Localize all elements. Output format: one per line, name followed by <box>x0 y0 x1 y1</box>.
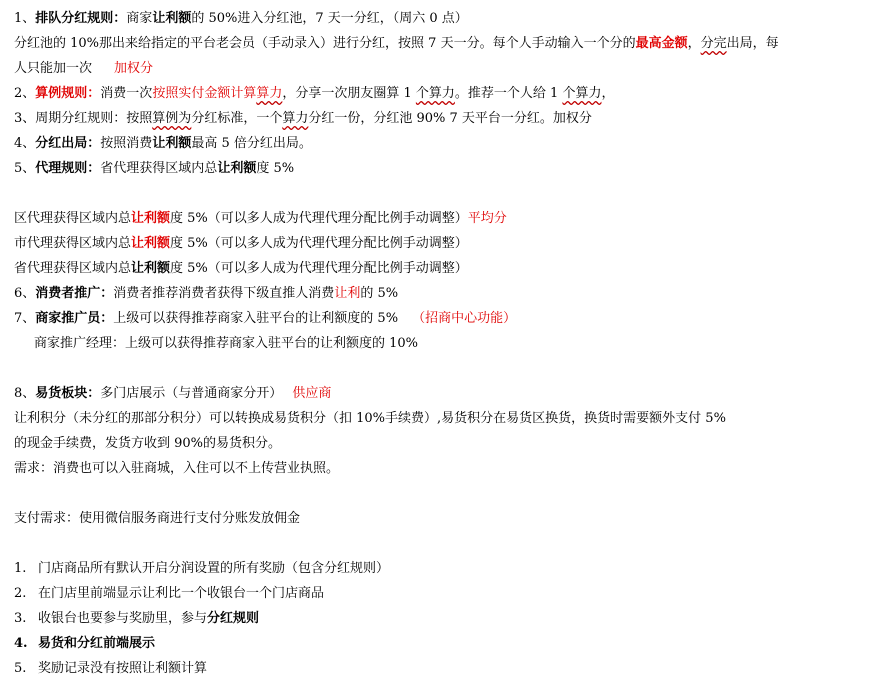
rule-2-line <box>14 81 864 106</box>
text: 需求：消费也可以入驻商城，入住可以不上传营业执照。 <box>14 461 340 476</box>
text: 消费者推荐消费者获得下级直推人消费 <box>113 286 335 301</box>
rule-title: 消费者推广： <box>35 286 114 301</box>
text: 人只能加一次 <box>14 61 93 76</box>
red-note: 平均分 <box>467 211 507 226</box>
text: ，分享一次朋友圈算 1 <box>282 86 416 101</box>
rule-3-line <box>14 106 864 131</box>
rule-title: 代理规则： <box>35 161 101 176</box>
text: 周期分红规则：按照 <box>35 111 153 126</box>
blank-line <box>14 481 864 506</box>
rule-4-line <box>14 131 864 156</box>
document-body <box>14 6 864 681</box>
spellcheck-text: 算力 <box>282 111 309 126</box>
list-item <box>14 631 864 656</box>
text: 省代理获得区域内总 <box>100 161 218 176</box>
text: 多门店展示（与普通商家分开） <box>100 386 283 401</box>
text: ， <box>687 36 701 51</box>
text: 在门店里前端显示让利比一个收银台一个门店商品 <box>38 586 325 601</box>
item-number: 2、 <box>14 86 36 101</box>
merchant-manager-line <box>14 331 864 356</box>
text: 商家推广经理：上级可以获得推荐商家入驻平台的让利额度的 10% <box>34 336 419 351</box>
text: 。推荐一个人给 1 <box>454 86 563 101</box>
rule-6-line <box>14 281 864 306</box>
barter-detail-cont <box>14 431 864 456</box>
text: 市代理获得区域内总 <box>14 236 132 251</box>
item-number: 4、 <box>14 136 36 151</box>
bold-term: 分红规则 <box>207 611 260 626</box>
blank-line <box>14 531 864 556</box>
list-item <box>14 656 864 681</box>
spellcheck-text: 个算力 <box>562 86 602 101</box>
rule-1-detail-cont <box>14 56 864 81</box>
red-highlight: 算力 <box>256 86 283 101</box>
text: 区代理获得区域内总 <box>14 211 132 226</box>
text: 商家 <box>126 11 153 26</box>
list-number: 3. <box>14 611 27 626</box>
spellcheck-text: 个算力 <box>415 86 455 101</box>
bold-term: 让利额 <box>217 161 257 176</box>
text: 的 50%进入分红池，7 天一分红，（周六 0 点） <box>191 11 468 26</box>
item-number: 3、 <box>14 111 36 126</box>
text: 消费一次 <box>100 86 153 101</box>
red-highlight: 最高金额 <box>635 36 688 51</box>
red-highlight: 让利额 <box>131 211 171 226</box>
text: 分红一份，分红池 90% 7 天平台一分红。加权分 <box>308 111 592 126</box>
red-note: （招商中心功能） <box>412 311 517 326</box>
bold-term: 易货和分红前端展示 <box>38 636 156 651</box>
red-highlight: 让利额 <box>131 236 171 251</box>
text: 度 5%（可以多人成为代理代理分配比例手动调整） <box>170 261 468 276</box>
district-agent-line <box>14 206 864 231</box>
text: 出局，每 <box>726 36 779 51</box>
rule-title: 算例规则： <box>35 86 101 101</box>
rule-title: 排队分红规则： <box>35 11 127 26</box>
item-number: 6、 <box>14 286 36 301</box>
rule-1-line <box>14 6 864 31</box>
rule-7-line <box>14 306 864 331</box>
rule-8-line <box>14 381 864 406</box>
list-item <box>14 556 864 581</box>
list-number: 4. <box>14 636 28 651</box>
bold-term: 让利额 <box>131 261 171 276</box>
rule-5-line <box>14 156 864 181</box>
text: 省代理获得区域内总 <box>14 261 132 276</box>
barter-detail-line <box>14 406 864 431</box>
list-item <box>14 581 864 606</box>
list-number: 5. <box>14 661 27 676</box>
text: 按照消费 <box>100 136 153 151</box>
city-agent-line <box>14 231 864 256</box>
text: 度 5%（可以多人成为代理代理分配比例手动调整） <box>170 211 468 226</box>
text: 分红池的 10%那出来给指定的平台老会员（手动录入）进行分红，按照 7 天一分。每个人手动输入一个分的 <box>14 36 636 51</box>
text: 最高 5 倍分红出局。 <box>191 136 312 151</box>
red-highlight: 按照实付金额计算 <box>152 86 257 101</box>
text: 奖励记录没有按照让利额计算 <box>38 661 208 676</box>
text: 分红标准，一个 <box>191 111 283 126</box>
rule-1-detail <box>14 31 864 56</box>
list-number: 1. <box>14 561 27 576</box>
red-note: 加权分 <box>114 61 154 76</box>
blank-line <box>14 181 864 206</box>
item-number: 7、 <box>14 311 36 326</box>
item-number: 8、 <box>14 386 36 401</box>
red-highlight: 让利 <box>334 286 361 301</box>
bold-term: 让利额 <box>152 136 192 151</box>
payment-requirement-line <box>14 506 864 531</box>
text: 上级可以获得推荐商家入驻平台的让利额度的 5% <box>113 311 399 326</box>
spellcheck-text: 算例为 <box>152 111 192 126</box>
item-number: 5、 <box>14 161 36 176</box>
spellcheck-text: 分完 <box>700 36 727 51</box>
province-agent-line <box>14 256 864 281</box>
list-number: 2. <box>14 586 27 601</box>
blank-line <box>14 356 864 381</box>
item-number: 1、 <box>14 11 36 26</box>
requirement-line <box>14 456 864 481</box>
text: 的 5% <box>360 286 399 301</box>
rule-title: 商家推广员： <box>35 311 114 326</box>
text: 的现金手续费，发货方收到 90%的易货积分。 <box>14 436 282 451</box>
list-item <box>14 606 864 631</box>
text: 收银台也要参与奖励里，参与 <box>38 611 208 626</box>
rule-title: 分红出局： <box>35 136 101 151</box>
text: 度 5% <box>256 161 295 176</box>
bold-term: 让利额 <box>152 11 192 26</box>
text: 门店商品所有默认开启分润设置的所有奖励（包含分红规则） <box>38 561 390 576</box>
text: 度 5%（可以多人成为代理代理分配比例手动调整） <box>170 236 468 251</box>
text: 让利积分（未分红的那部分积分）可以转换成易货积分（扣 10%手续费）,易货积分在易货区换货，换货时需要额外支付 5% <box>14 411 726 426</box>
rule-title: 易货板块： <box>35 386 101 401</box>
red-note: 供应商 <box>292 386 332 401</box>
text: ， <box>601 86 615 101</box>
text: 支付需求：使用微信服务商进行支付分账发放佣金 <box>14 511 301 526</box>
